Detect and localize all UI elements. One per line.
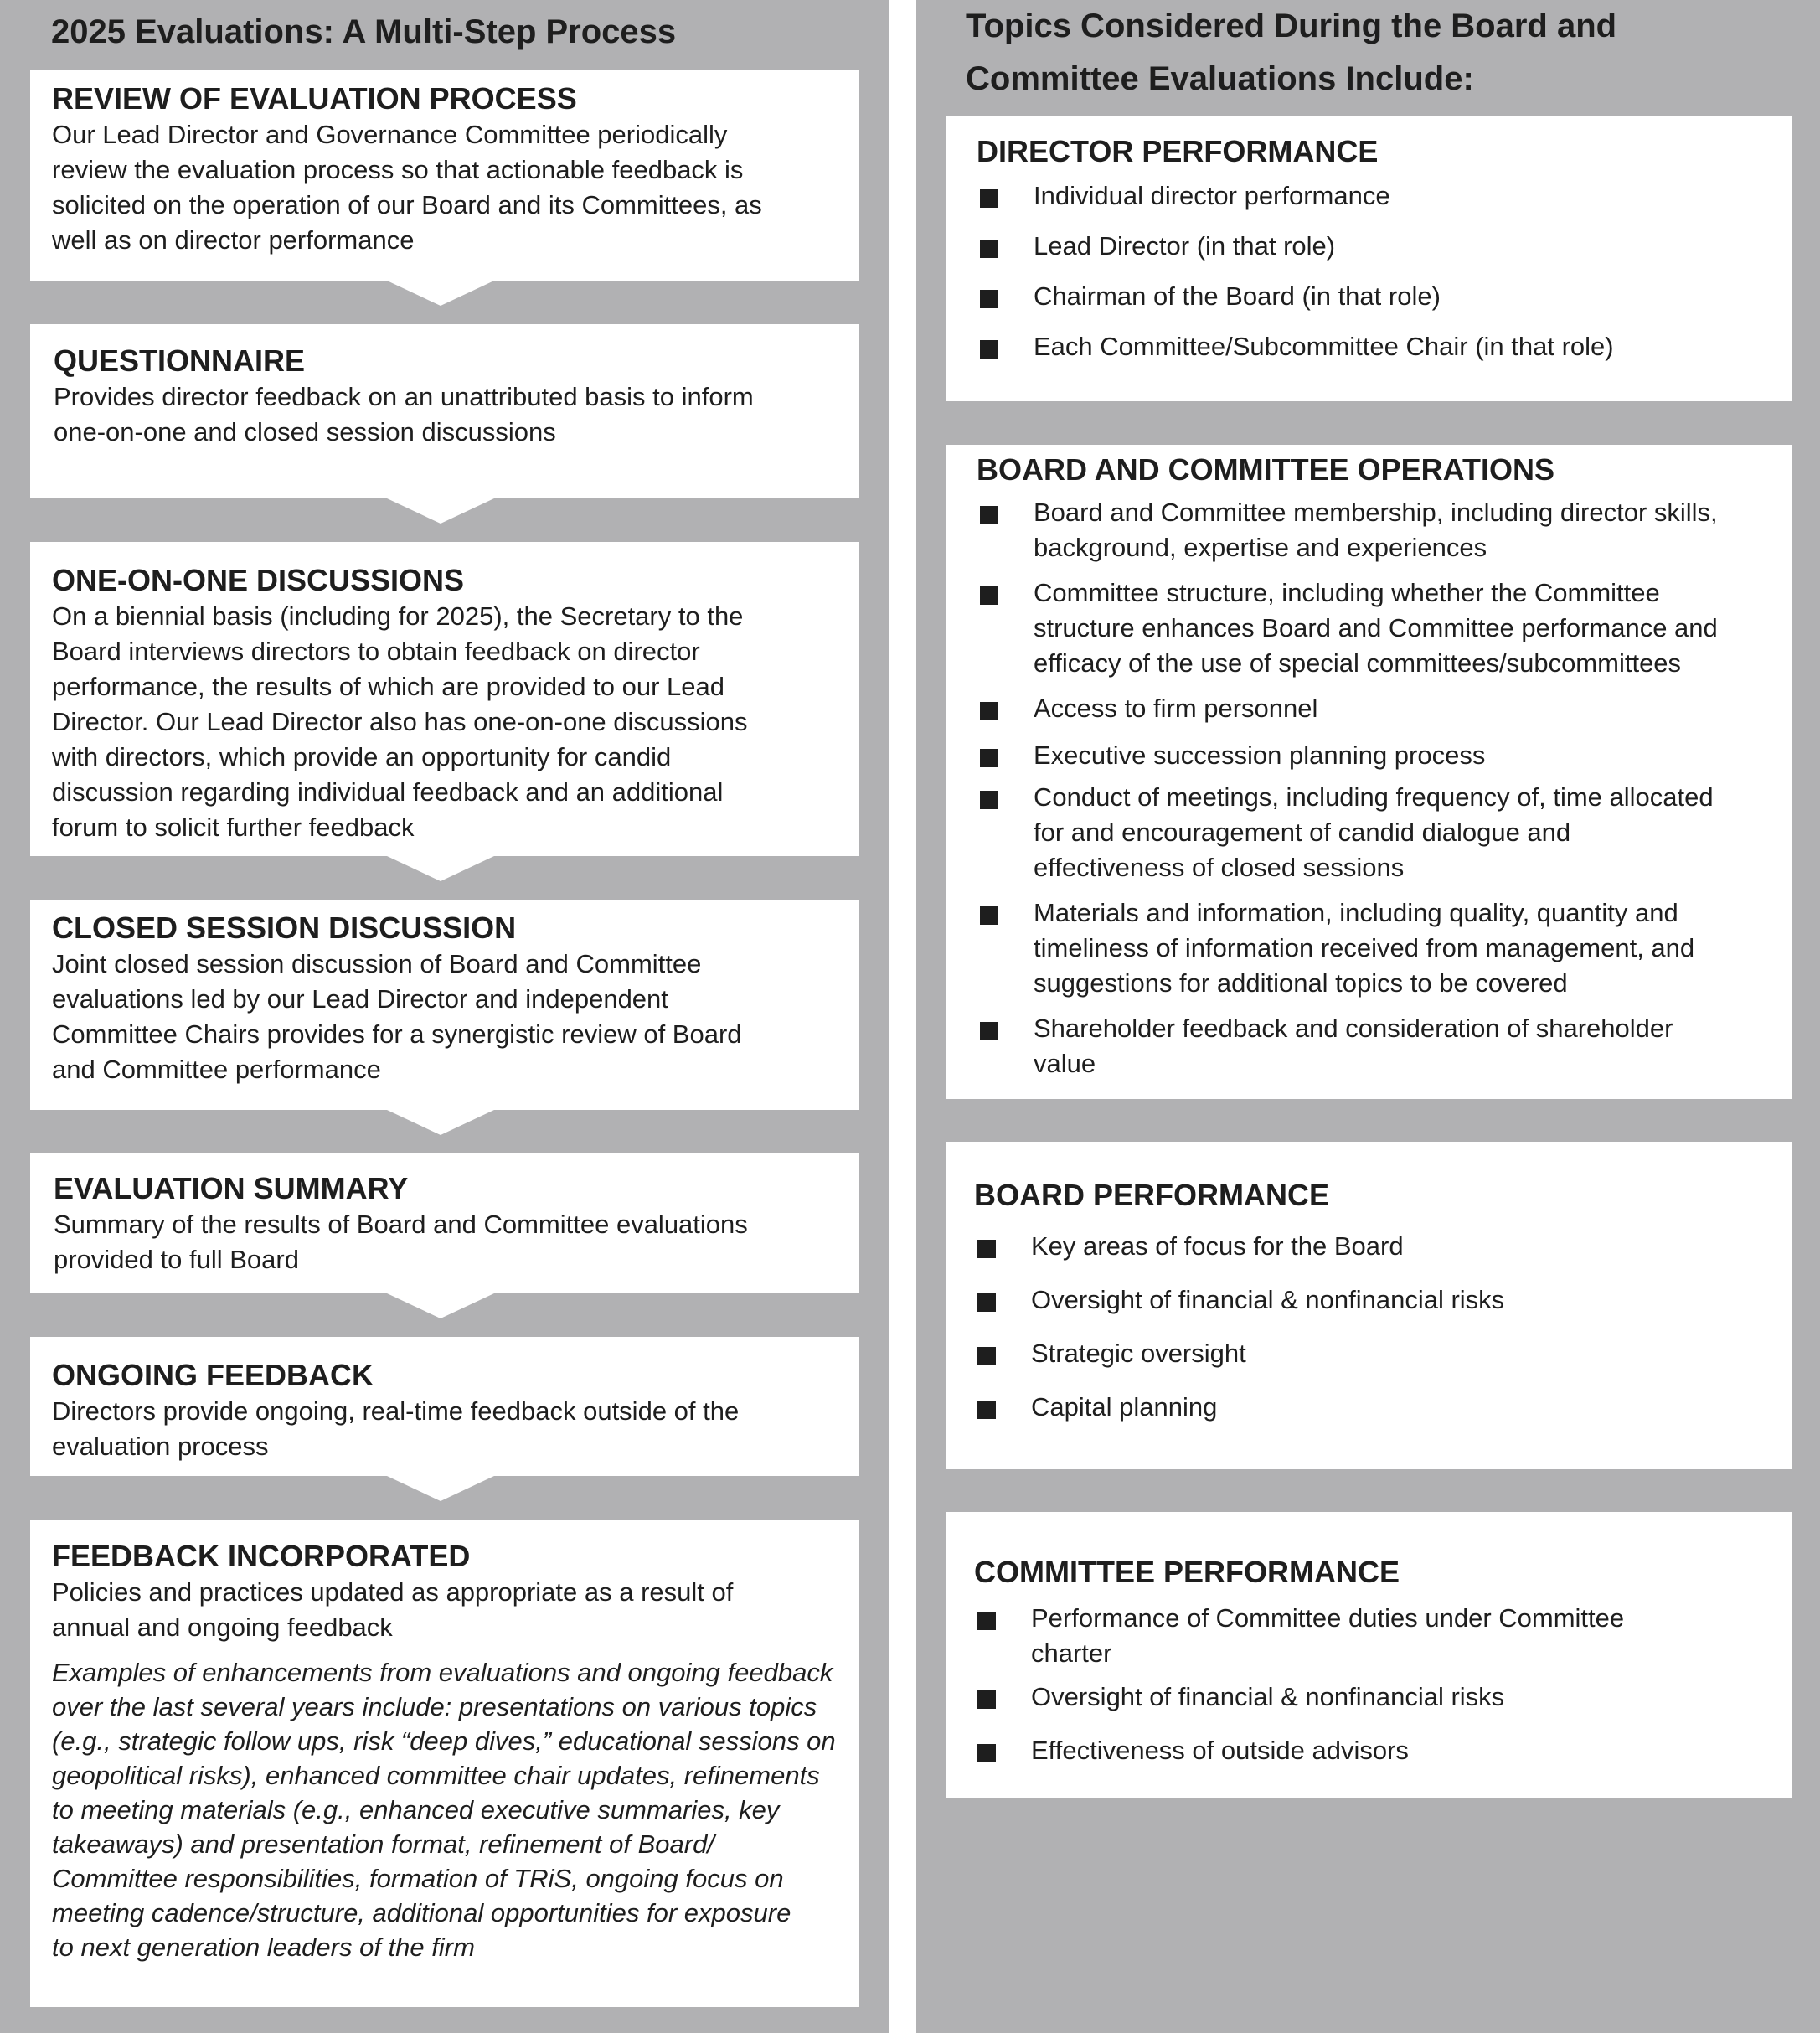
step-title: FEEDBACK INCORPORATED bbox=[52, 1539, 471, 1573]
step-arrow bbox=[387, 1110, 494, 1135]
list-item: Oversight of financial & nonfinancial risks bbox=[974, 1680, 1774, 1715]
step-text: Policies and practices updated as appropriate as a result of annual and ongoing feedback bbox=[52, 1577, 734, 1642]
step-title: ONE-ON-ONE DISCUSSIONS bbox=[52, 563, 465, 597]
bullet-icon bbox=[980, 586, 998, 605]
list-item: Access to firm personnel bbox=[977, 691, 1774, 726]
step-title: EVALUATION SUMMARY bbox=[54, 1171, 409, 1205]
bullet-icon bbox=[980, 340, 998, 359]
step-text: On a biennial basis (including for 2025), the Secretary to the Board interviews directors to obtain feedback on director performance, the results of which are provided to our Lead Director. Our Lead Director also has one-on-one discussions with directors, which provide an opportunity for candid discussion regarding individual feedback and an additional forum to solicit further feedback bbox=[52, 601, 748, 842]
list-item: Executive succession planning process bbox=[977, 738, 1774, 773]
step-title: QUESTIONNAIRE bbox=[54, 343, 306, 378]
bullet-icon bbox=[980, 906, 998, 925]
topics-title: Topics Considered During the Board and Committee Evaluations Include: bbox=[966, 8, 1617, 97]
enhancement-examples: Examples of enhancements from evaluations and ongoing feedback over the last several years include: presentations on various topics (e.g., strategic follow ups, risk “deep dives,” educational sessions on geopolitical risks), enhanced committee chair updates, refinements to meeting materials (e.g., enhanced executive summaries, key takeaways) and presentation format, refinement of Board/ Committee responsibilities, formation of TRiS, ongoing focus on meeting cadence/structure, additional opportunities for exposure to next generation leaders of the firm bbox=[52, 1658, 836, 1962]
topic-board-committee-operations bbox=[946, 445, 1792, 1099]
step-one-on-one bbox=[30, 542, 859, 856]
step-closed-session bbox=[30, 900, 859, 1110]
list-item: Each Committee/Subcommittee Chair (in that role) bbox=[977, 329, 1774, 364]
step-text: Provides director feedback on an unattributed basis to inform one-on-one and closed session discussions bbox=[54, 382, 754, 446]
step-feedback-incorporated bbox=[30, 1520, 859, 2007]
bullet-icon bbox=[977, 1744, 996, 1762]
topic-list bbox=[974, 1229, 1774, 1425]
step-arrow bbox=[387, 856, 494, 881]
list-item: Materials and information, including quality, quantity and timeliness of information received from management, and suggestions for additional topics to be covered bbox=[977, 895, 1774, 1001]
bullet-icon bbox=[977, 1690, 996, 1709]
bullet-icon bbox=[980, 189, 998, 208]
step-arrow bbox=[387, 1293, 494, 1318]
bullet-icon bbox=[980, 506, 998, 524]
process-title: 2025 Evaluations: A Multi-Step Process bbox=[51, 13, 677, 50]
bullet-icon bbox=[980, 749, 998, 767]
topic-title: BOARD PERFORMANCE bbox=[974, 1178, 1330, 1212]
list-item: Performance of Committee duties under Committee charter bbox=[974, 1601, 1774, 1671]
topic-title: BOARD AND COMMITTEE OPERATIONS bbox=[977, 452, 1554, 487]
step-title: CLOSED SESSION DISCUSSION bbox=[52, 911, 517, 945]
list-item: Oversight of financial & nonfinancial risks bbox=[974, 1282, 1774, 1318]
step-evaluation-summary bbox=[30, 1153, 859, 1293]
topic-list bbox=[977, 178, 1774, 364]
step-text: Our Lead Director and Governance Committee periodically review the evaluation process so that actionable feedback is solicited on the operation of our Board and its Committees, as well as on director performance bbox=[52, 120, 762, 255]
process-column bbox=[0, 0, 889, 2033]
list-item: Board and Committee membership, including director skills, background, expertise and experiences bbox=[977, 495, 1774, 565]
step-arrow bbox=[387, 281, 494, 306]
bullet-icon bbox=[977, 1401, 996, 1419]
step-title: ONGOING FEEDBACK bbox=[52, 1358, 374, 1392]
bullet-icon bbox=[977, 1240, 996, 1258]
list-item: Capital planning bbox=[974, 1390, 1774, 1425]
step-arrow bbox=[387, 1476, 494, 1501]
bullet-icon bbox=[980, 791, 998, 809]
list-item: Lead Director (in that role) bbox=[977, 229, 1774, 264]
step-title: REVIEW OF EVALUATION PROCESS bbox=[52, 81, 577, 116]
step-ongoing-feedback bbox=[30, 1337, 859, 1476]
list-item: Conduct of meetings, including frequency of, time allocated for and encouragement of candid dialogue and effectiveness of closed sessions bbox=[977, 780, 1774, 885]
topic-board-performance bbox=[946, 1142, 1792, 1469]
bullet-icon bbox=[977, 1612, 996, 1630]
list-item: Committee structure, including whether the Committee structure enhances Board and Committee performance and efficacy of the use of special committees/subcommittees bbox=[977, 575, 1774, 681]
list-item: Key areas of focus for the Board bbox=[974, 1229, 1774, 1264]
step-review bbox=[30, 70, 859, 281]
list-item: Shareholder feedback and consideration of shareholder value bbox=[977, 1011, 1774, 1081]
list-item: Strategic oversight bbox=[974, 1336, 1774, 1371]
step-arrow bbox=[387, 498, 494, 524]
bullet-icon bbox=[980, 702, 998, 720]
step-questionnaire bbox=[30, 324, 859, 498]
step-text: Directors provide ongoing, real-time feedback outside of the evaluation process bbox=[52, 1396, 740, 1461]
step-text: Joint closed session discussion of Board and Committee evaluations led by our Lead Director and independent Committee Chairs provides for a synergistic review of Board and Committee performance bbox=[52, 949, 742, 1084]
step-text: Summary of the results of Board and Committee evaluations provided to full Board bbox=[54, 1210, 748, 1274]
topic-list bbox=[977, 495, 1774, 1081]
topic-title: COMMITTEE PERFORMANCE bbox=[974, 1555, 1400, 1589]
topics-column bbox=[916, 0, 1820, 2033]
bullet-icon bbox=[980, 290, 998, 308]
list-item: Individual director performance bbox=[977, 178, 1774, 214]
bullet-icon bbox=[980, 240, 998, 258]
bullet-icon bbox=[977, 1293, 996, 1312]
topic-title: DIRECTOR PERFORMANCE bbox=[977, 134, 1379, 168]
list-item: Chairman of the Board (in that role) bbox=[977, 279, 1774, 314]
topic-committee-performance bbox=[946, 1512, 1792, 1798]
topic-list bbox=[974, 1601, 1774, 1768]
bullet-icon bbox=[977, 1347, 996, 1365]
bullet-icon bbox=[980, 1022, 998, 1040]
list-item: Effectiveness of outside advisors bbox=[974, 1733, 1774, 1768]
topic-director-performance bbox=[946, 116, 1792, 401]
